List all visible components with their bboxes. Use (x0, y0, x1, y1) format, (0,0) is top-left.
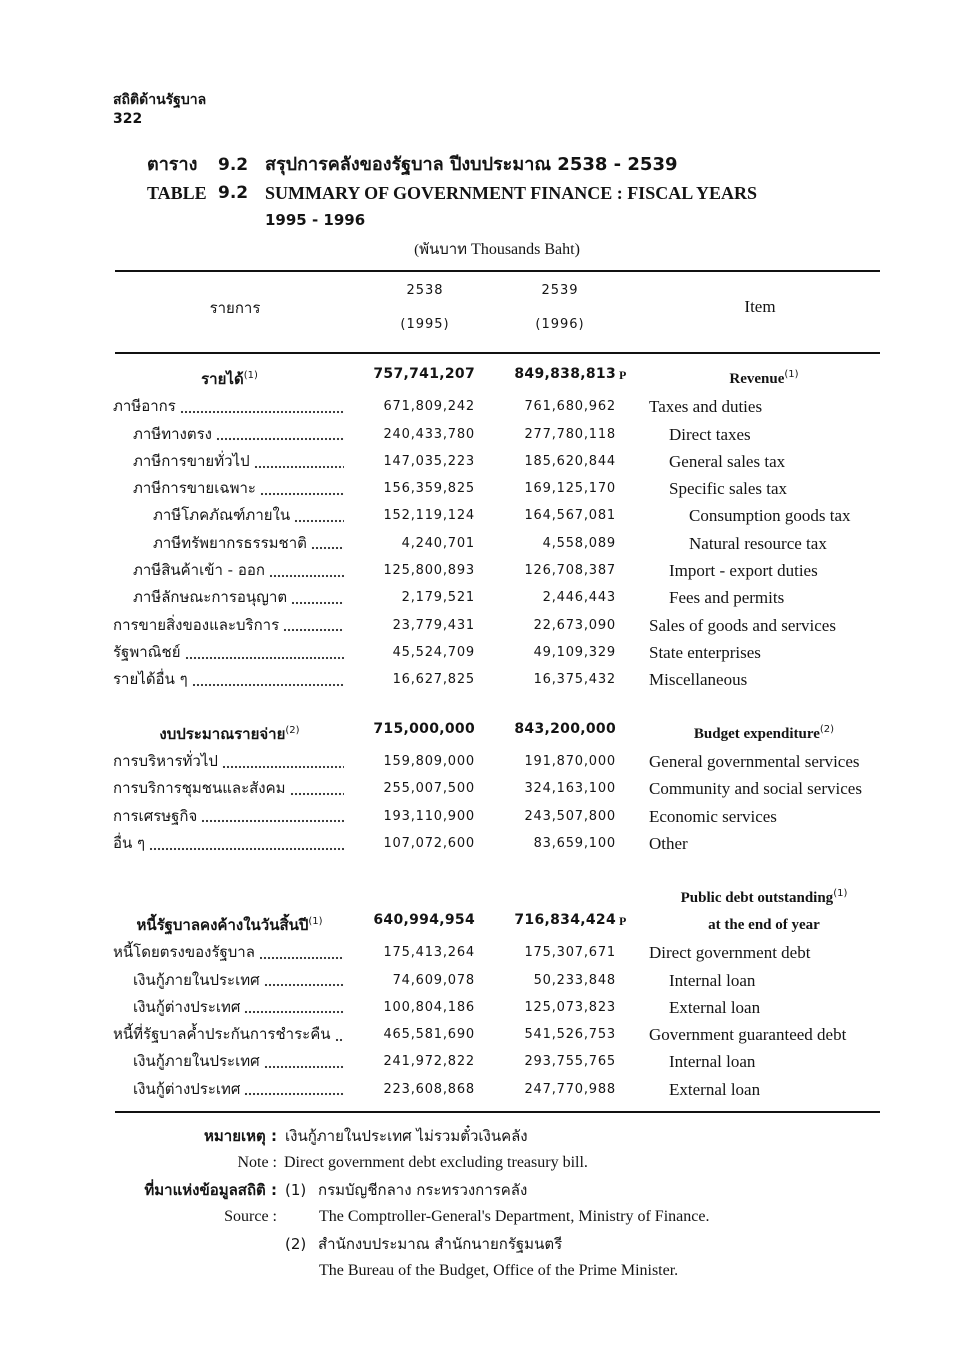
item-label-text: การเศรษฐกิจ (113, 806, 198, 825)
item-label-text: เงินกู้ต่างประเทศ (133, 1079, 241, 1098)
dot-leader (283, 628, 344, 632)
item-label-text: ภาษีทางตรง (133, 424, 212, 443)
dot-leader (149, 847, 344, 851)
footnote-marker: (1) (784, 369, 799, 380)
dot-leader (244, 1010, 344, 1014)
value-1996: 2,446,443 (542, 590, 616, 606)
item-label-en: Fees and permits (669, 588, 785, 608)
dot-leader (291, 601, 344, 605)
item-label-en: Internal loan (669, 970, 756, 990)
value-1995: 147,035,223 (383, 453, 475, 469)
value-1995: 45,524,709 (392, 644, 475, 660)
value-1995: 465,581,690 (383, 1027, 475, 1043)
value-1995: 241,972,822 (383, 1054, 475, 1070)
revenue-label-en (649, 366, 879, 393)
item-label-text: รายได้อื่น ๆ (113, 670, 188, 689)
value-1996: 50,233,848 (533, 972, 616, 988)
remark-th-label: หมายเหตุ : (204, 1127, 277, 1145)
table-row (0, 1048, 966, 1075)
item-label-th (113, 421, 346, 448)
value-1996: 22,673,090 (533, 617, 616, 633)
source-2-th: สำนักงบประมาณ สำนักนายกรัฐมนตรี (318, 1235, 563, 1253)
item-label-en: External loan (669, 1079, 761, 1099)
table-row (0, 475, 966, 502)
value-1996: 169,125,170 (524, 481, 616, 497)
table-row (0, 448, 966, 475)
item-label-en: Economic services (649, 806, 777, 826)
item-label-th (113, 1076, 346, 1103)
item-label-th (113, 775, 346, 802)
revenue-total-1996: 849,838,813 (514, 366, 616, 382)
item-label-text: หนี้ที่รัฐบาลค้ำประกันการชำระคืน (113, 1025, 331, 1044)
item-label-text: ภาษีลักษณะการอนุญาต (133, 588, 288, 607)
item-label-th (113, 967, 346, 994)
item-label-en: Specific sales tax (669, 479, 788, 499)
dot-leader (290, 792, 344, 796)
expenditure-total-1996: 843,200,000 (514, 720, 616, 737)
table-row (0, 803, 966, 830)
value-1995: 671,809,242 (383, 399, 475, 415)
footnote-marker: (1) (308, 915, 323, 927)
item-label-en: Miscellaneous (649, 670, 748, 690)
item-label-en: Other (649, 834, 688, 854)
dot-leader (269, 574, 344, 578)
table-row (0, 639, 966, 666)
item-label-text: ภาษีการขายเฉพาะ (133, 479, 256, 498)
item-label-th (113, 475, 346, 502)
item-label-text: ภาษีทรัพยากรธรรมชาติ (153, 533, 307, 552)
label-text: Budget expenditure (693, 725, 820, 742)
value-1995: 4,240,701 (401, 535, 475, 551)
value-1996: 126,708,387 (524, 563, 616, 579)
debt-total-row (0, 912, 966, 939)
units-label (297, 238, 697, 262)
debt-heading-row (0, 885, 966, 912)
item-label-en: General governmental services (649, 752, 860, 772)
item-label-text: ภาษีอากร (113, 397, 176, 416)
item-label-th (113, 530, 346, 557)
table-row (0, 830, 966, 857)
table-row (0, 1076, 966, 1103)
page-number: 322 (113, 111, 143, 127)
dot-leader (185, 656, 344, 660)
item-label-en: General sales tax (669, 451, 786, 471)
table-body (0, 366, 966, 1103)
item-label-th (113, 448, 346, 475)
table-row (0, 557, 966, 584)
item-label-text: รัฐพาณิชย์ (113, 642, 181, 661)
dot-leader (216, 437, 344, 441)
column-header-2538: 2538 (406, 283, 444, 298)
item-label-th (113, 666, 346, 693)
expenditure-label-th (113, 721, 346, 748)
value-1996: 83,659,100 (533, 836, 616, 852)
dot-leader (180, 410, 344, 414)
item-label-text: การบริการชุมชนและสังคม (113, 779, 286, 798)
debt-label-en-line2: at the end of year (708, 916, 820, 933)
item-label-th (113, 994, 346, 1021)
value-1996: 277,780,118 (524, 426, 616, 442)
item-label-en: Community and social services (649, 779, 862, 799)
table-row (0, 612, 966, 639)
preliminary-flag: P (619, 368, 627, 382)
value-1996: 16,375,432 (533, 672, 616, 688)
table-row (0, 666, 966, 693)
value-1996: 243,507,800 (524, 808, 616, 824)
value-1996: 191,870,000 (524, 754, 616, 770)
dot-leader (192, 683, 344, 687)
item-label-en: Import - export duties (669, 561, 818, 581)
table-row (0, 994, 966, 1021)
item-label-th (113, 393, 346, 420)
title-en-text: SUMMARY OF GOVERNMENT FINANCE : FISCAL YEARS (265, 183, 758, 203)
value-1996: 185,620,844 (524, 453, 616, 469)
item-label-th (113, 1021, 346, 1048)
value-1995: 156,359,825 (383, 481, 475, 497)
table-row (0, 939, 966, 966)
spacer-row (0, 694, 966, 721)
expenditure-total-1995: 715,000,000 (373, 720, 475, 737)
value-1995: 107,072,600 (383, 836, 475, 852)
preliminary-flag: P (619, 913, 627, 928)
dot-leader (294, 519, 344, 523)
value-1995: 223,608,868 (383, 1081, 475, 1097)
label-text: Revenue (729, 371, 785, 387)
item-label-en: Internal loan (669, 1052, 756, 1072)
source-1-number: (1) (285, 1181, 307, 1199)
expenditure-label-en (649, 721, 879, 748)
table-row (0, 393, 966, 420)
expenditure-total-row (0, 721, 966, 748)
source-1-en: The Comptroller-General's Department, Ministry of Finance. (319, 1208, 710, 1225)
table-top-rule (115, 270, 880, 272)
label-text: หนี้รัฐบาลคงค้างในวันสิ้นปี (136, 915, 309, 934)
item-label-text: การบริหารทั่วไป (113, 752, 218, 771)
label-text: รายได้ (201, 370, 244, 388)
units-th: (พันบาท (414, 242, 468, 258)
table-bottom-rule (115, 1111, 880, 1113)
revenue-total-row (0, 366, 966, 393)
value-1996: 125,073,823 (524, 999, 616, 1015)
remark-en-text: Direct government debt excluding treasury bill. (284, 1154, 588, 1171)
item-label-th (113, 1048, 346, 1075)
value-1996: 164,567,081 (524, 508, 616, 524)
item-label-text: เงินกู้ภายในประเทศ (133, 970, 260, 989)
dot-leader (259, 956, 344, 960)
title-en-prefix: TABLE (147, 183, 207, 203)
item-label-en: Taxes and duties (649, 397, 763, 417)
table-row (0, 584, 966, 611)
revenue-total-1995: 757,741,207 (373, 366, 475, 382)
column-header-item-en: Item (744, 297, 776, 316)
value-1996: 4,558,089 (542, 535, 616, 551)
units-en: Thousands Baht) (471, 241, 580, 258)
value-1995: 152,119,124 (383, 508, 475, 524)
item-label-text: ภาษีการขายทั่วไป (133, 451, 250, 470)
title-th-prefix: ตาราง (147, 154, 198, 175)
value-1995: 2,179,521 (401, 590, 475, 606)
spacer-row (0, 857, 966, 884)
item-label-text: เงินกู้ต่างประเทศ (133, 997, 241, 1016)
value-1995: 74,609,078 (392, 972, 475, 988)
debt-label-en-line1 (649, 885, 879, 912)
item-label-text: อื่น ๆ (113, 834, 146, 853)
value-1995: 23,779,431 (392, 617, 475, 633)
value-1996: 324,163,100 (524, 781, 616, 797)
item-label-en: Direct taxes (669, 424, 751, 444)
value-1996: 247,770,988 (524, 1081, 616, 1097)
value-1996: 293,755,765 (524, 1054, 616, 1070)
value-1996: 49,109,329 (533, 644, 616, 660)
column-header-2539: 2539 (541, 283, 579, 298)
dot-leader (335, 1038, 345, 1042)
table-row (0, 967, 966, 994)
value-1995: 100,804,186 (383, 999, 475, 1015)
item-label-text: ภาษีสินค้าเข้า - ออก (133, 561, 265, 580)
label-text: งบประมาณรายจ่าย (159, 724, 286, 743)
value-1995: 193,110,900 (383, 808, 475, 824)
item-label-th (113, 748, 346, 775)
item-label-en: State enterprises (649, 642, 761, 662)
footnote-marker: (1) (243, 370, 258, 381)
section-title: สถิติด้านรัฐบาล (113, 92, 207, 108)
remark-th-text: เงินกู้ภายในประเทศ ไม่รวมตั๋วเงินคลัง (285, 1127, 528, 1145)
column-header-item-th: รายการ (209, 299, 261, 317)
item-label-th (113, 639, 346, 666)
item-label-th (113, 830, 346, 857)
remark-en-label: Note : (237, 1154, 277, 1171)
value-1996: 175,307,671 (524, 945, 616, 961)
item-label-en: Government guaranteed debt (649, 1025, 847, 1045)
value-1995: 175,413,264 (383, 945, 475, 961)
table-row (0, 530, 966, 557)
item-label-th (113, 584, 346, 611)
source-2-number: (2) (285, 1235, 307, 1253)
item-label-text: ภาษีโภคภัณฑ์ภายใน (153, 506, 291, 525)
label-text: Public debt outstanding (680, 889, 834, 906)
item-label-en: Consumption goods tax (689, 506, 851, 526)
table-row (0, 775, 966, 802)
title-th-number: 9.2 (218, 155, 249, 175)
value-1995: 159,809,000 (383, 754, 475, 770)
value-1995: 240,433,780 (383, 426, 475, 442)
source-th-label: ที่มาแห่งข้อมูลสถิติ : (144, 1181, 277, 1199)
dot-leader (264, 983, 344, 987)
value-1996: 541,526,753 (524, 1027, 616, 1043)
item-label-th (113, 612, 346, 639)
item-label-en: Direct government debt (649, 943, 811, 963)
column-header-1996: (1996) (535, 317, 585, 332)
table-row (0, 748, 966, 775)
dot-leader (201, 819, 344, 823)
source-2-en: The Bureau of the Budget, Office of the Prime Minister. (319, 1262, 679, 1279)
item-label-en: Sales of goods and services (649, 615, 836, 635)
table-row (0, 421, 966, 448)
table-row (0, 1021, 966, 1048)
column-header-1995: (1995) (400, 317, 450, 332)
footnote-marker: (1) (833, 887, 848, 899)
footnote-marker: (2) (819, 723, 835, 735)
item-label-th (113, 803, 346, 830)
dot-leader (260, 492, 344, 496)
revenue-label-th (113, 366, 346, 393)
item-label-th (113, 502, 346, 529)
footnote-marker: (2) (285, 724, 300, 736)
table-header-rule (115, 352, 880, 354)
source-1-th: กรมบัญชีกลาง กระทรวงการคลัง (318, 1181, 528, 1199)
value-1995: 16,627,825 (392, 672, 475, 688)
table-row (0, 502, 966, 529)
dot-leader (311, 546, 344, 550)
title-en-number: 9.2 (218, 183, 249, 203)
dot-leader (222, 765, 344, 769)
item-label-th (113, 557, 346, 584)
debt-total-1996: 716,834,424 (514, 911, 616, 928)
value-1996: 761,680,962 (524, 399, 616, 415)
debt-total-1995: 640,994,954 (373, 911, 475, 928)
item-label-en: External loan (669, 997, 761, 1017)
value-1995: 125,800,893 (383, 563, 475, 579)
title-en-years: 1995 - 1996 (265, 211, 366, 229)
title-th-text: สรุปการคลังของรัฐบาล ปีงบประมาณ 2538 - 2539 (265, 154, 678, 175)
item-label-text: เงินกู้ภายในประเทศ (133, 1052, 260, 1071)
item-label-th (113, 939, 346, 966)
dot-leader (244, 1092, 344, 1096)
item-label-text: หนี้โดยตรงของรัฐบาล (113, 943, 255, 962)
debt-label-th (113, 912, 346, 939)
item-label-text: การขายสิ่งของและบริการ (113, 615, 280, 634)
source-en-label: Source : (224, 1208, 277, 1225)
item-label-en: Natural resource tax (689, 533, 827, 553)
dot-leader (264, 1065, 344, 1069)
value-1995: 255,007,500 (383, 781, 475, 797)
dot-leader (254, 465, 344, 469)
